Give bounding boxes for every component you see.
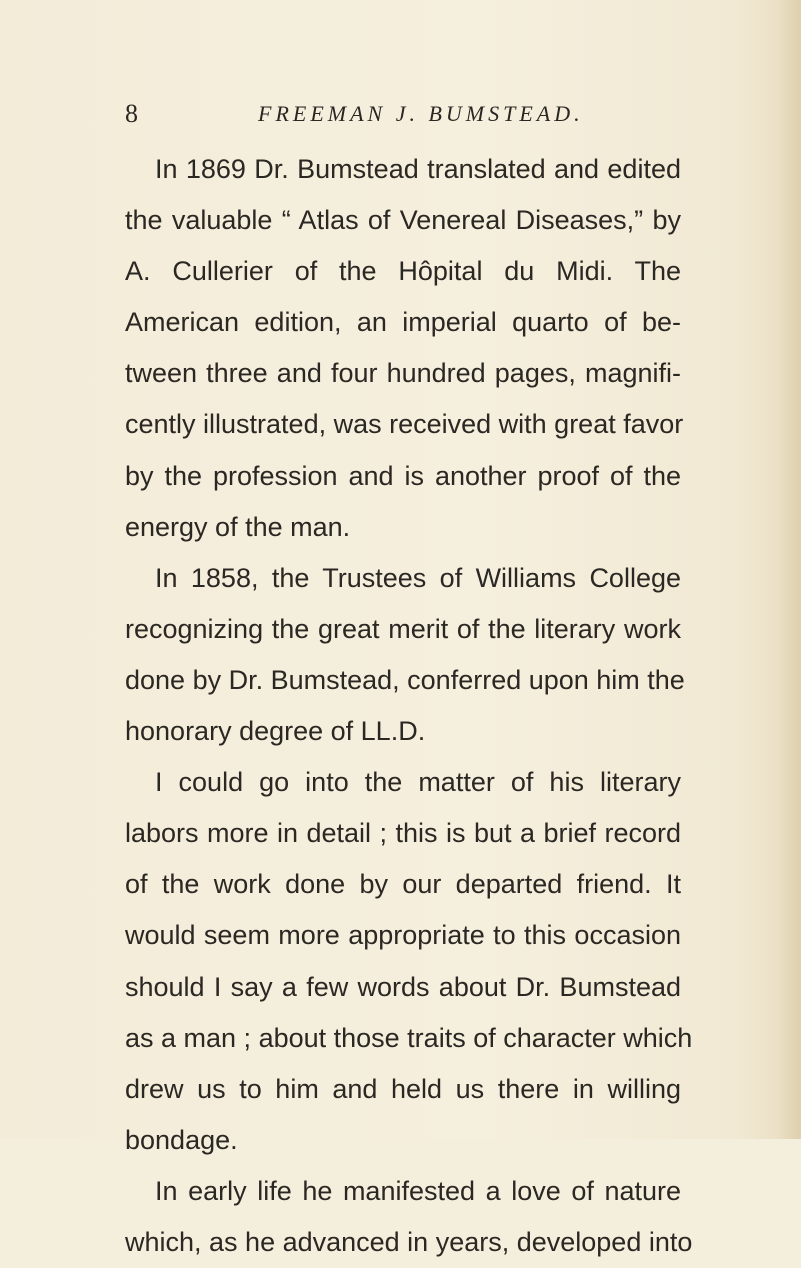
page-edge-shadow <box>777 0 801 1139</box>
body-text <box>125 144 693 1268</box>
text-line: honorary degree of LL.D. <box>125 716 426 747</box>
text-line: the valuable “ Atlas of Venereal Diseases,” by <box>125 205 681 236</box>
text-line: of the work done by our departed friend. It <box>125 869 681 900</box>
text-line: which, as he advanced in years, developed into <box>125 1226 693 1257</box>
text-line: labors more in detail ; this is but a brief record <box>125 818 681 849</box>
page-number: 8 <box>125 99 138 128</box>
text-line: done by Dr. Bumstead, conferred upon him the <box>125 664 685 695</box>
text-line: A. Cullerier of the Hôpital du Midi. The <box>125 256 681 287</box>
text-line: recognizing the great merit of the literary work <box>125 613 681 644</box>
text-line: tween three and four hundred pages, magnifi- <box>125 358 681 389</box>
text-line: American edition, an imperial quarto of be- <box>125 307 681 338</box>
page-header <box>0 96 801 132</box>
text-line: In 1858, the Trustees of Williams College <box>155 562 681 593</box>
text-line: drew us to him and held us there in willing <box>125 1073 681 1104</box>
text-line: cently illustrated, was received with great favor <box>125 409 684 440</box>
text-line: In 1869 Dr. Bumstead translated and edited <box>155 154 681 184</box>
text-line: bondage. <box>125 1124 238 1155</box>
text-line: would seem more appropriate to this occasion <box>125 920 681 951</box>
text-line: as a man ; about those traits of character which <box>125 1022 693 1053</box>
text-line: by the profession and is another proof of the <box>125 460 681 491</box>
running-head: FREEMAN J. BUMSTEAD. <box>258 101 584 126</box>
text-line: I could go into the matter of his literary <box>155 767 681 798</box>
text-line: energy of the man. <box>125 511 351 542</box>
text-line: should I say a few words about Dr. Bumstead <box>125 971 681 1002</box>
text-line: In early life he manifested a love of nature <box>155 1175 681 1206</box>
